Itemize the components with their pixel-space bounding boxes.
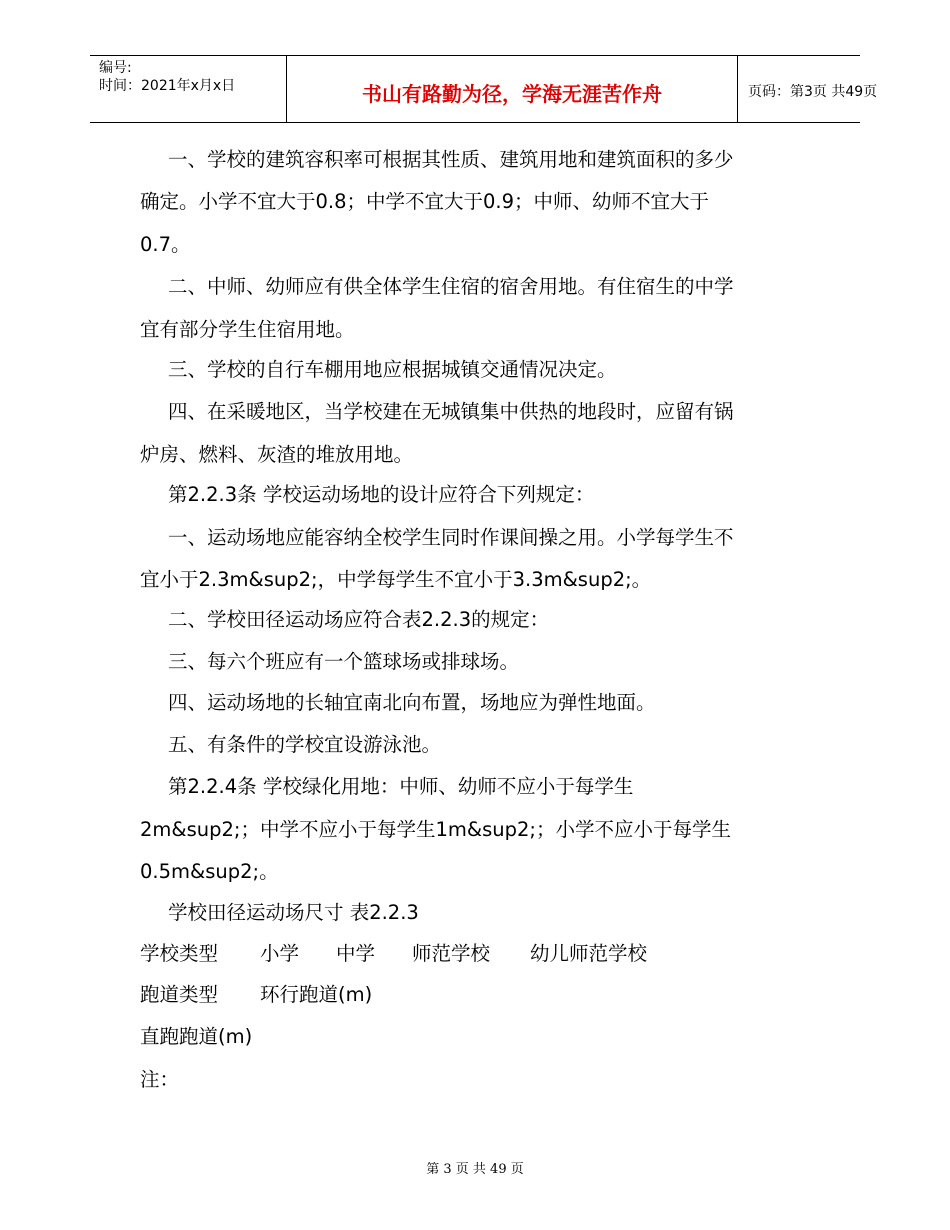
paragraph-line: 0.7。: [140, 233, 191, 256]
paragraph-line: 一、学校的建筑容积率可根据其性质、建筑用地和建筑面积的多少: [168, 148, 734, 171]
paragraph-line: 二、中师、幼师应有供全体学生住宿的宿舍用地。有住宿生的中学: [168, 275, 734, 298]
paragraph-line: 三、每六个班应有一个篮球场或排球场。: [168, 650, 520, 673]
paragraph-line: 宜小于2.3m&sup2;，中学每学生不宜小于3.3m&sup2;。: [140, 568, 652, 591]
header-motto: 书山有路勤为径，学海无涯苦作舟: [362, 82, 662, 106]
table-cell: 直跑跑道(m): [140, 1025, 253, 1048]
table-header-cell: 幼儿师范学校: [530, 942, 648, 965]
paragraph-line: 三、学校的自行车棚用地应根据城镇交通情况决定。: [168, 358, 617, 381]
serial-label: 编号:: [99, 60, 132, 76]
header-motto-cell: [286, 56, 738, 122]
paragraph-line: 确定。小学不宜大于0.8；中学不宜大于0.9；中师、幼师不宜大于: [140, 190, 710, 213]
clause-heading: 第2.2.4条 学校绿化用地：中师、幼师不应小于每学生: [168, 775, 634, 798]
paragraph-line: 四、在采暖地区，当学校建在无城镇集中供热的地段时，应留有锅: [168, 400, 734, 423]
table-header-cell: 中学: [336, 942, 376, 965]
header-page-info: 页码：第3页 共49页: [748, 84, 878, 100]
paragraph-line: 2m&sup2;；中学不应小于每学生1m&sup2;；小学不应小于每学生: [140, 818, 731, 841]
paragraph-line: 0.5m&sup2;。: [140, 860, 279, 883]
clause-heading: 第2.2.3条 学校运动场地的设计应符合下列规定：: [168, 483, 595, 506]
table-cell: 跑道类型: [140, 983, 219, 1006]
paragraph-line: 四、运动场地的长轴宜南北向布置，场地应为弹性地面。: [168, 691, 656, 714]
time-label: 时间：2021年x月x日: [99, 78, 236, 94]
table-header-cell: 小学: [260, 942, 300, 965]
paragraph-line: 炉房、燃料、灰渣的堆放用地。: [140, 443, 414, 466]
paragraph-line: 二、学校田径运动场应符合表2.2.3的规定：: [168, 608, 550, 631]
paragraph-line: 一、运动场地应能容纳全校学生同时作课间操之用。小学每学生不: [168, 526, 734, 549]
table-header-cell: 学校类型: [140, 942, 219, 965]
table-note: 注：: [140, 1068, 180, 1091]
table-caption: 学校田径运动场尺寸 表2.2.3: [168, 901, 419, 924]
table-header-cell: 师范学校: [412, 942, 491, 965]
header-right-cell: [736, 56, 878, 122]
table-cell: 环行跑道(m): [260, 983, 373, 1006]
paragraph-line: 宜有部分学生住宿用地。: [140, 318, 355, 341]
paragraph-line: 五、有条件的学校宜设游泳池。: [168, 733, 442, 756]
page-footer: 第 3 页 共 49 页: [426, 1162, 524, 1177]
page-header: [90, 55, 878, 123]
header-left-cell: [90, 56, 286, 122]
